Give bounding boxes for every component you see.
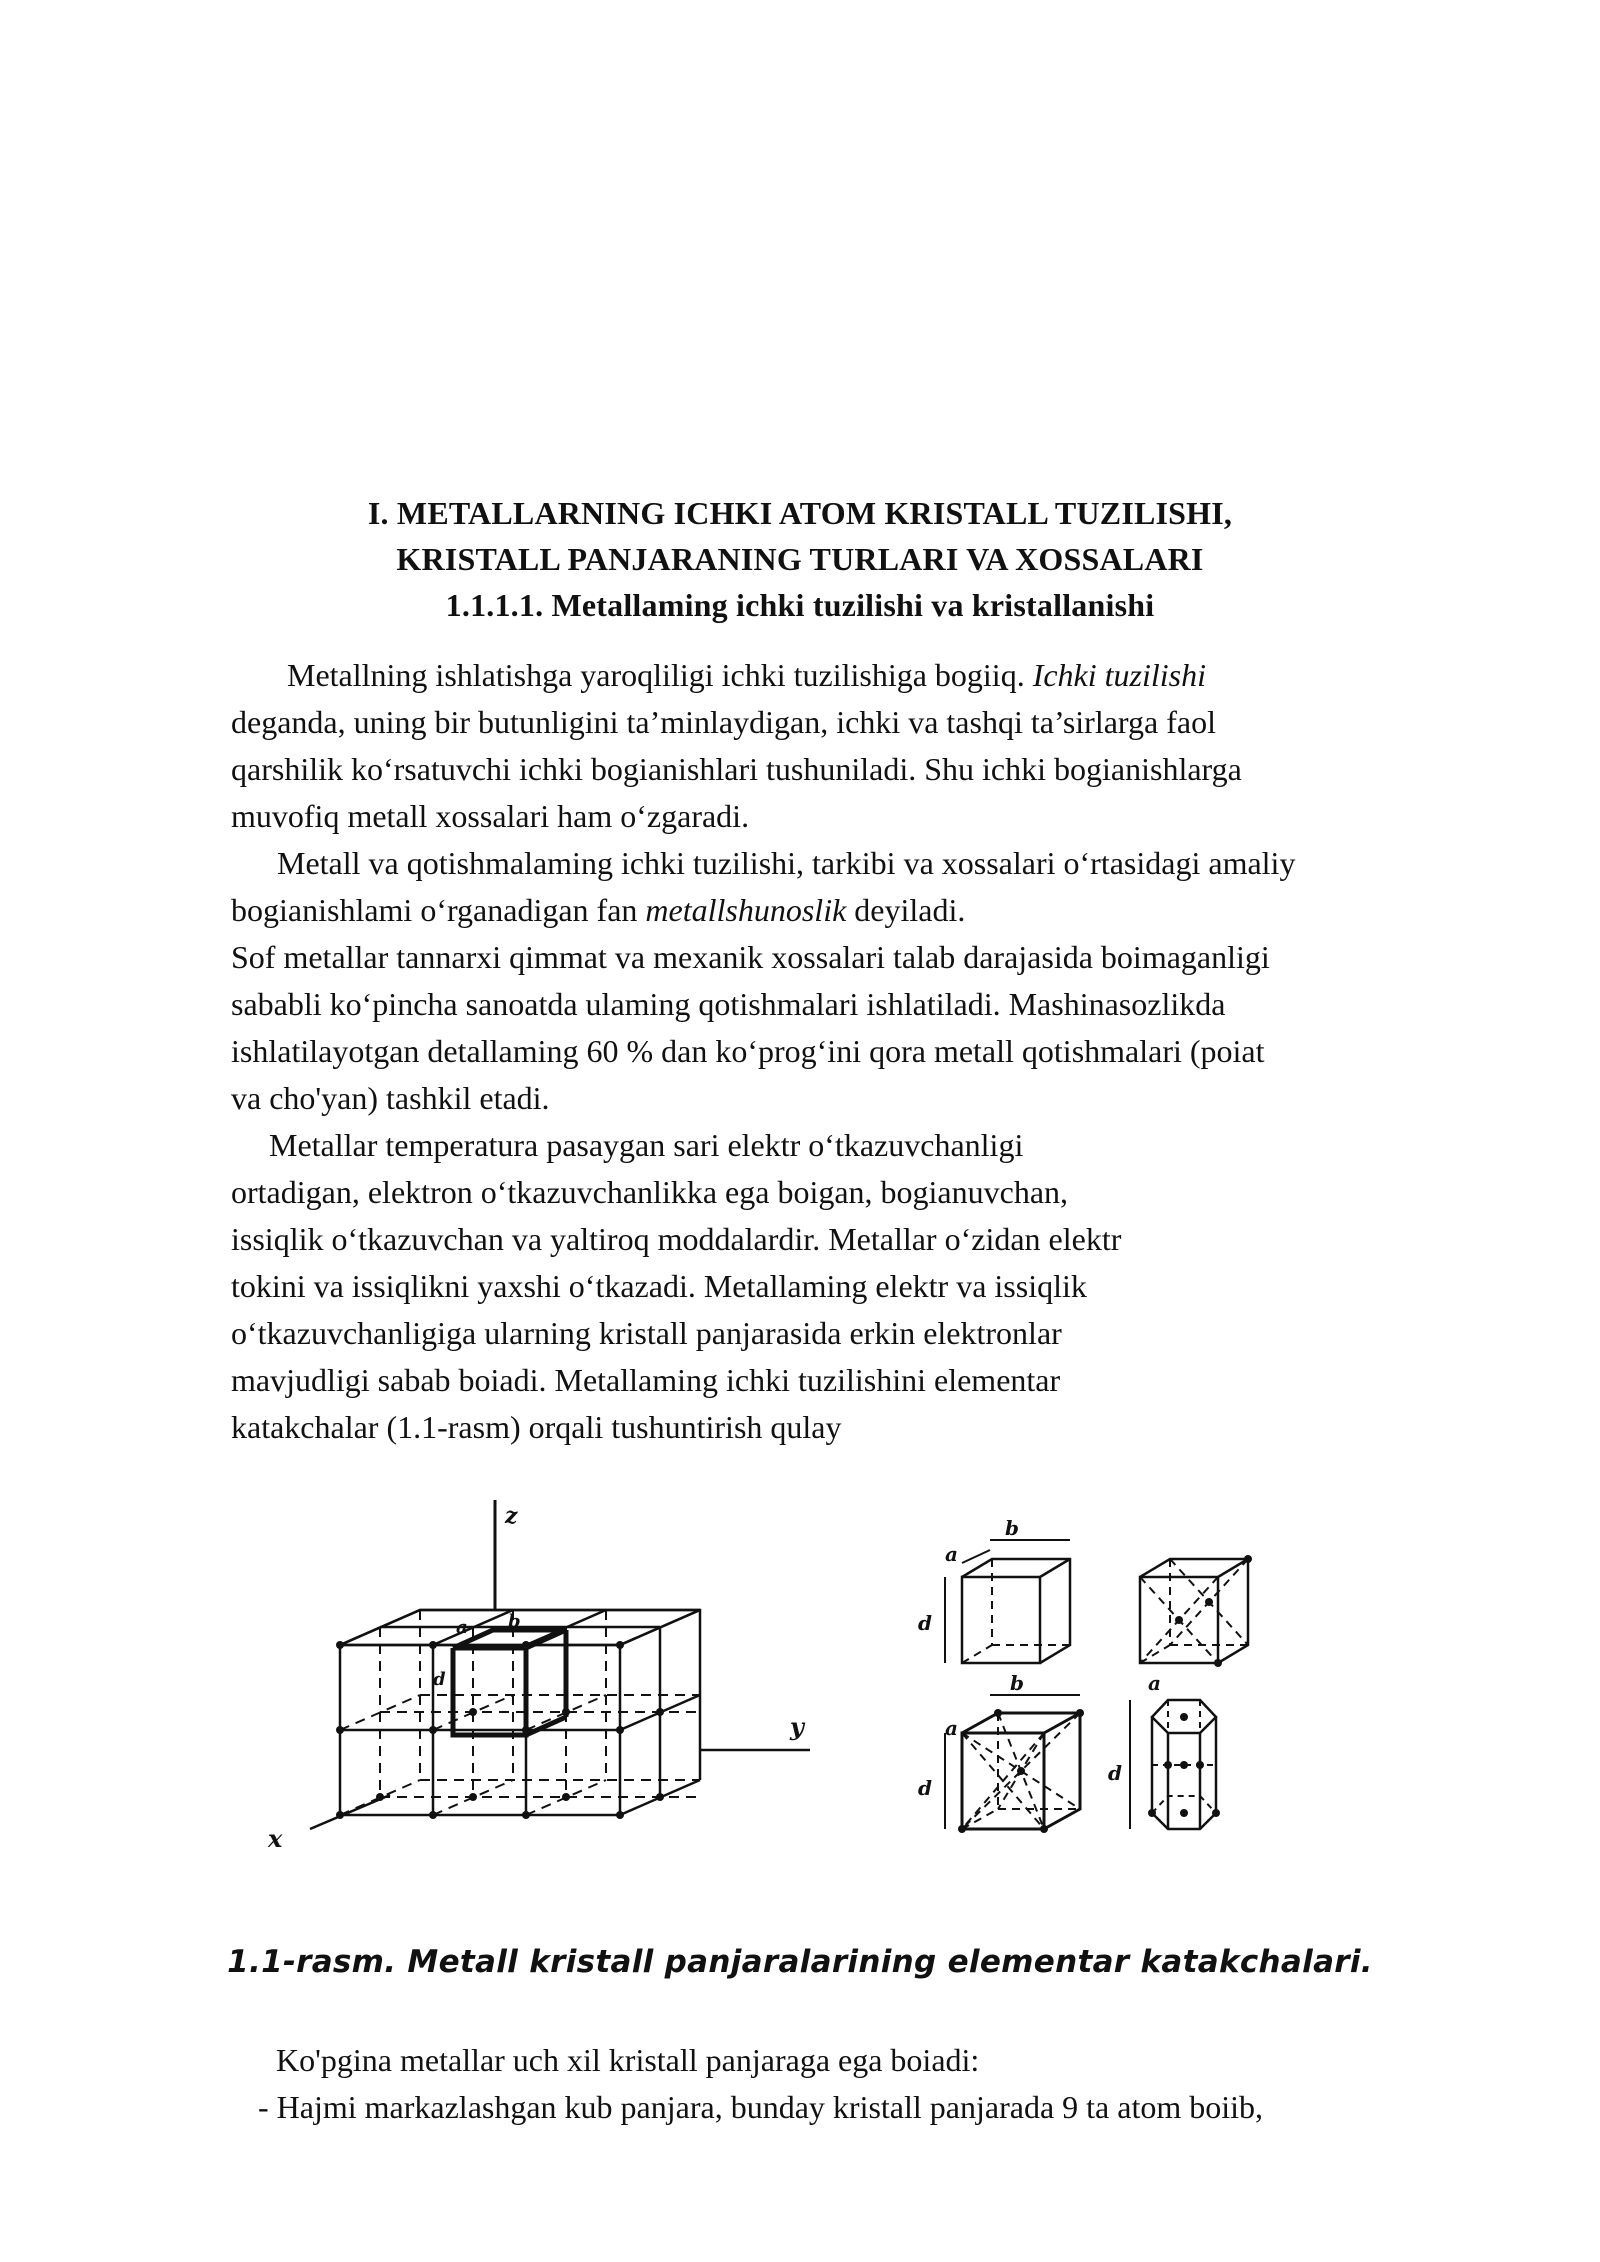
subsection-title: 1.1.1.1. Metallaming ichki tuzilishi va kristallanishi <box>445 587 1155 623</box>
paragraph-3-line-2: sababli ko‘pincha sanoatda ulaming qotishmalari ishlatiladi. Mashinasozlikda <box>231 986 1226 1022</box>
text-span: bogianishlami o‘rganadigan fan <box>231 892 646 928</box>
figure-caption: 1.1-rasm. Metall kristall panjaralarining elementar katakchalari. <box>227 1944 1373 1980</box>
cell-label-d: d <box>1108 1761 1122 1785</box>
text-span: deyiladi. <box>846 892 966 928</box>
paragraph-2-line-2 <box>231 887 1531 934</box>
x-axis-label: x <box>268 1824 283 1853</box>
paragraph-3-line-3: ishlatilayotgan detallaming 60 % dan ko‘prog‘ini qora metall qotishmalari (poiat <box>231 1033 1265 1069</box>
cell-label-a: a <box>945 1716 958 1740</box>
simple-cubic-cell <box>918 1516 1070 1663</box>
cell-label-a: a <box>456 1617 468 1638</box>
paragraph-4-line-4: tokini va issiqlikni yaxshi o‘tkazadi. Metallaming elektr va issiqlik <box>231 1268 1087 1304</box>
cell-label-b: b <box>1005 1516 1019 1540</box>
paragraph-1-line-3: qarshilik ko‘rsatuvchi ichki bogianishlari tushuniladi. Shu ichki bogianishlarga <box>231 751 1242 787</box>
cell-label-b: b <box>508 1611 521 1632</box>
paragraph-1-line-1 <box>231 652 1531 699</box>
italic-term: metallshunoslik <box>645 892 847 928</box>
bcc-cell <box>918 1671 1084 1833</box>
x-axis <box>310 1795 390 1829</box>
paragraph-4-line-1: Metallar temperatura pasaygan sari elektr o‘tkazuvchanligi <box>269 1127 1024 1163</box>
cell-label-d: d <box>433 1669 446 1690</box>
list-item: - Hajmi markazlashgan kub panjara, bunday kristall panjarada 9 ta atom boiib, <box>258 2089 1263 2125</box>
paragraph-4-line-7: katakchalar (1.1-rasm) orqali tushuntirish qulay <box>231 1409 842 1445</box>
paragraph-4-line-5: o‘tkazuvchanligiga ularning kristall panjarasida erkin elektronlar <box>231 1315 1062 1351</box>
chapter-title-line-1: I. METALLARNING ICHKI ATOM KRISTALL TUZILISHI, <box>367 495 1233 531</box>
paragraph-4-line-6: mavjudligi sabab boiadi. Metallaming ichki tuzilishini elementar <box>231 1362 1061 1398</box>
chapter-title-line-2: KRISTALL PANJARANING TURLARI VA XOSSALARI <box>396 541 1204 577</box>
section-heading <box>0 490 1600 628</box>
paragraph-2-line-1: Metall va qotishmalaming ichki tuzilishi, tarkibi va xossalari o‘rtasidagi amaliy <box>277 845 1296 881</box>
z-axis-label: z <box>505 1503 518 1529</box>
paragraph-1-line-2: deganda, uning bir butunligini ta’minlaydigan, ichki va tashqi ta’sirlarga faol <box>231 704 1216 740</box>
bottom-text <box>258 2037 1558 2131</box>
lattice-drawing <box>250 1495 1430 1905</box>
paragraph-4-line-2: ortadigan, elektron o‘tkazuvchanlikka ega boigan, bogianuvchan, <box>231 1174 1069 1210</box>
paragraph-3-line-1: Sof metallar tannarxi qimmat va mexanik xossalari talab darajasida boimaganligi <box>231 939 1270 975</box>
fcc-cell <box>1140 1555 1252 1667</box>
y-axis-label: y <box>790 1712 804 1741</box>
cell-label-a: a <box>945 1542 958 1566</box>
body-text <box>231 652 1531 1451</box>
paragraph-4-line-3: issiqlik o‘tkazuvchan va yaltiroq moddalardir. Metallar o‘zidan elektr <box>231 1221 1122 1257</box>
paragraph-1-line-4: muvofiq metall xossalari ham o‘zgaradi. <box>231 798 750 834</box>
cell-label-b: b <box>1010 1671 1024 1695</box>
text-span: Metallning ishlatishga yaroqliligi ichki tuzilishiga bogiiq. <box>287 657 1033 693</box>
hidden-lines <box>340 1610 700 1815</box>
cell-label-a: a <box>1148 1671 1161 1695</box>
italic-term: Ichki tuzilishi <box>1032 657 1206 693</box>
cell-label-d: d <box>918 1611 932 1635</box>
list-intro: Ko'pgina metallar uch xil kristall panjaraga ega boiadi: <box>276 2042 980 2078</box>
cell-label-d: d <box>918 1776 932 1800</box>
paragraph-3-line-4: va cho'yan) tashkil etadi. <box>231 1080 550 1116</box>
hexagonal-cell <box>1108 1671 1220 1829</box>
lattice-grid <box>267 1500 810 1853</box>
crystal-lattice-figure <box>250 1495 1430 1905</box>
